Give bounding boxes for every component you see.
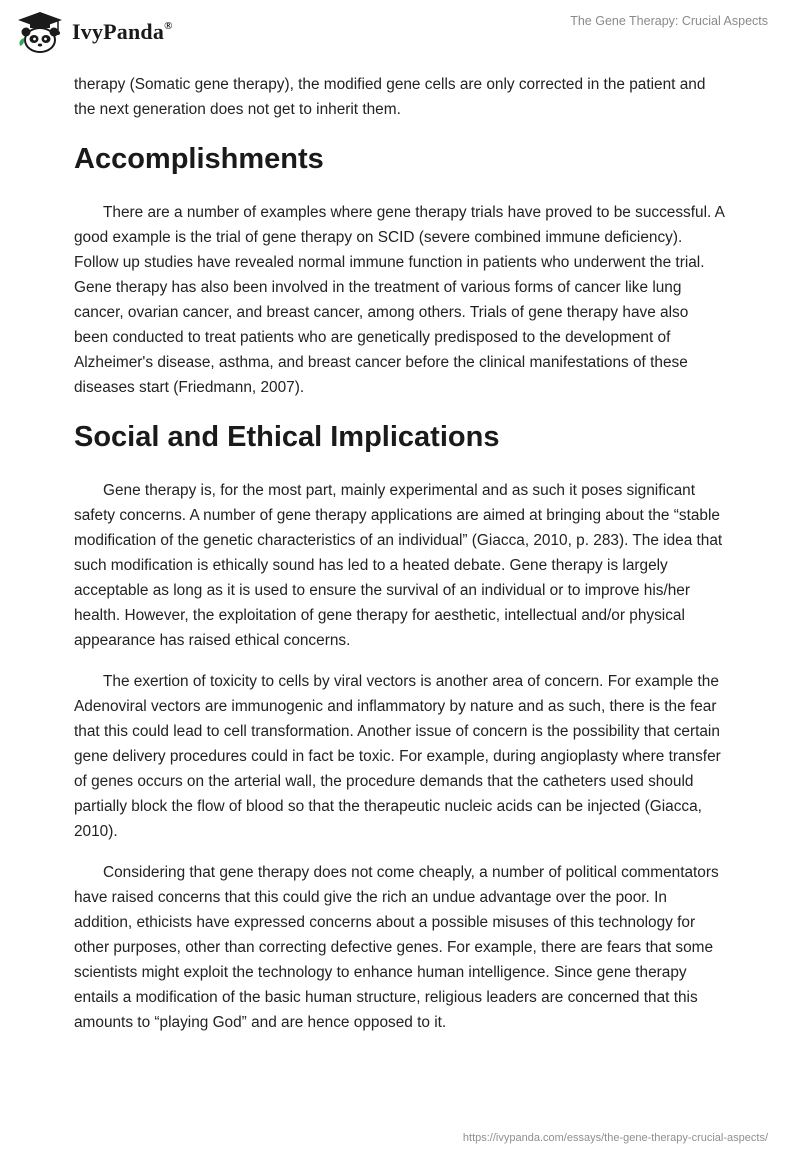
- intro-paragraph: therapy (Somatic gene therapy), the modified gene cells are only corrected in the patient and the next generation does not get to inherit them.: [74, 76, 706, 118]
- section-heading-social-ethical: Social and Ethical Implications: [74, 421, 500, 453]
- ethics-paragraph-3: Considering that gene therapy does not come cheaply, a number of political commentators have raised concerns that this could give the rich an undue advantage over the poor. In addition, ethicists have expressed concerns about a possible misuses of this technology for other purposes, other than correcting defective genes. For example, there are fears that some scientists might exploit the technology to enhance human intelligence. Since gene therapy entails a modification of the basic human structure, religious leaders are concerned that this amounts to “playing God” and are hence opposed to it.: [74, 864, 719, 1031]
- ivypanda-logo[interactable]: [16, 10, 173, 54]
- ethics-paragraph-1: Gene therapy is, for the most part, mainly experimental and as such it poses significant safety concerns. A number of gene therapy applications are aimed at bringing about the “stable modification of the genetic characteristics of an individual” (Giacca, 2010, p. 283). The idea that such modification is ethically sound has led to a heated debate. Gene therapy is largely acceptable as long as it is used to ensure the survival of an individual or to improve his/her health. However, the exploitation of gene therapy for aesthetic, intellectual and/or physical appearance has raised ethical concerns.: [74, 482, 723, 649]
- source-url[interactable]: https://ivypanda.com/essays/the-gene-therapy-crucial-aspects/: [462, 1132, 768, 1144]
- accomplishments-paragraph: There are a number of examples where gene therapy trials have proved to be successful. A good example is the trial of gene therapy on SCID (severe combined immune deficiency). Follow up studies have revealed normal immune function in patients who underwent the trial. Gene therapy has also been involved in the treatment of various forms of cancer like lung cancer, ovarian cancer, and breast cancer, among others. Trials of gene therapy have also been conducted to treat patients who are genetically predisposed to the development of Alzheimer's disease, asthma, and breast cancer before the clinical manifestations of these diseases start (Friedmann, 2007).: [74, 204, 725, 396]
- panda-graduate-icon: [16, 10, 64, 54]
- ethics-paragraph-2: The exertion of toxicity to cells by viral vectors is another area of concern. For example the Adenoviral vectors are immunogenic and inflammatory by nature and as such, there is the fear that this could lead to cell transformation. Another issue of concern is the possibility that certain gene delivery procedures could in fact be toxic. For example, during angioplasty where transfer of genes occurs on the arterial wall, the procedure demands that the catheters used should partially block the flow of blood so that the therapeutic nucleic acids can be injected (Giacca, 2010).: [74, 673, 721, 840]
- section-heading-accomplishments: Accomplishments: [74, 143, 324, 175]
- logo-text: IvyPanda®: [72, 19, 173, 44]
- document-title: The Gene Therapy: Crucial Aspects: [570, 14, 768, 28]
- page-header: [0, 0, 800, 70]
- essay-body: [74, 72, 726, 1051]
